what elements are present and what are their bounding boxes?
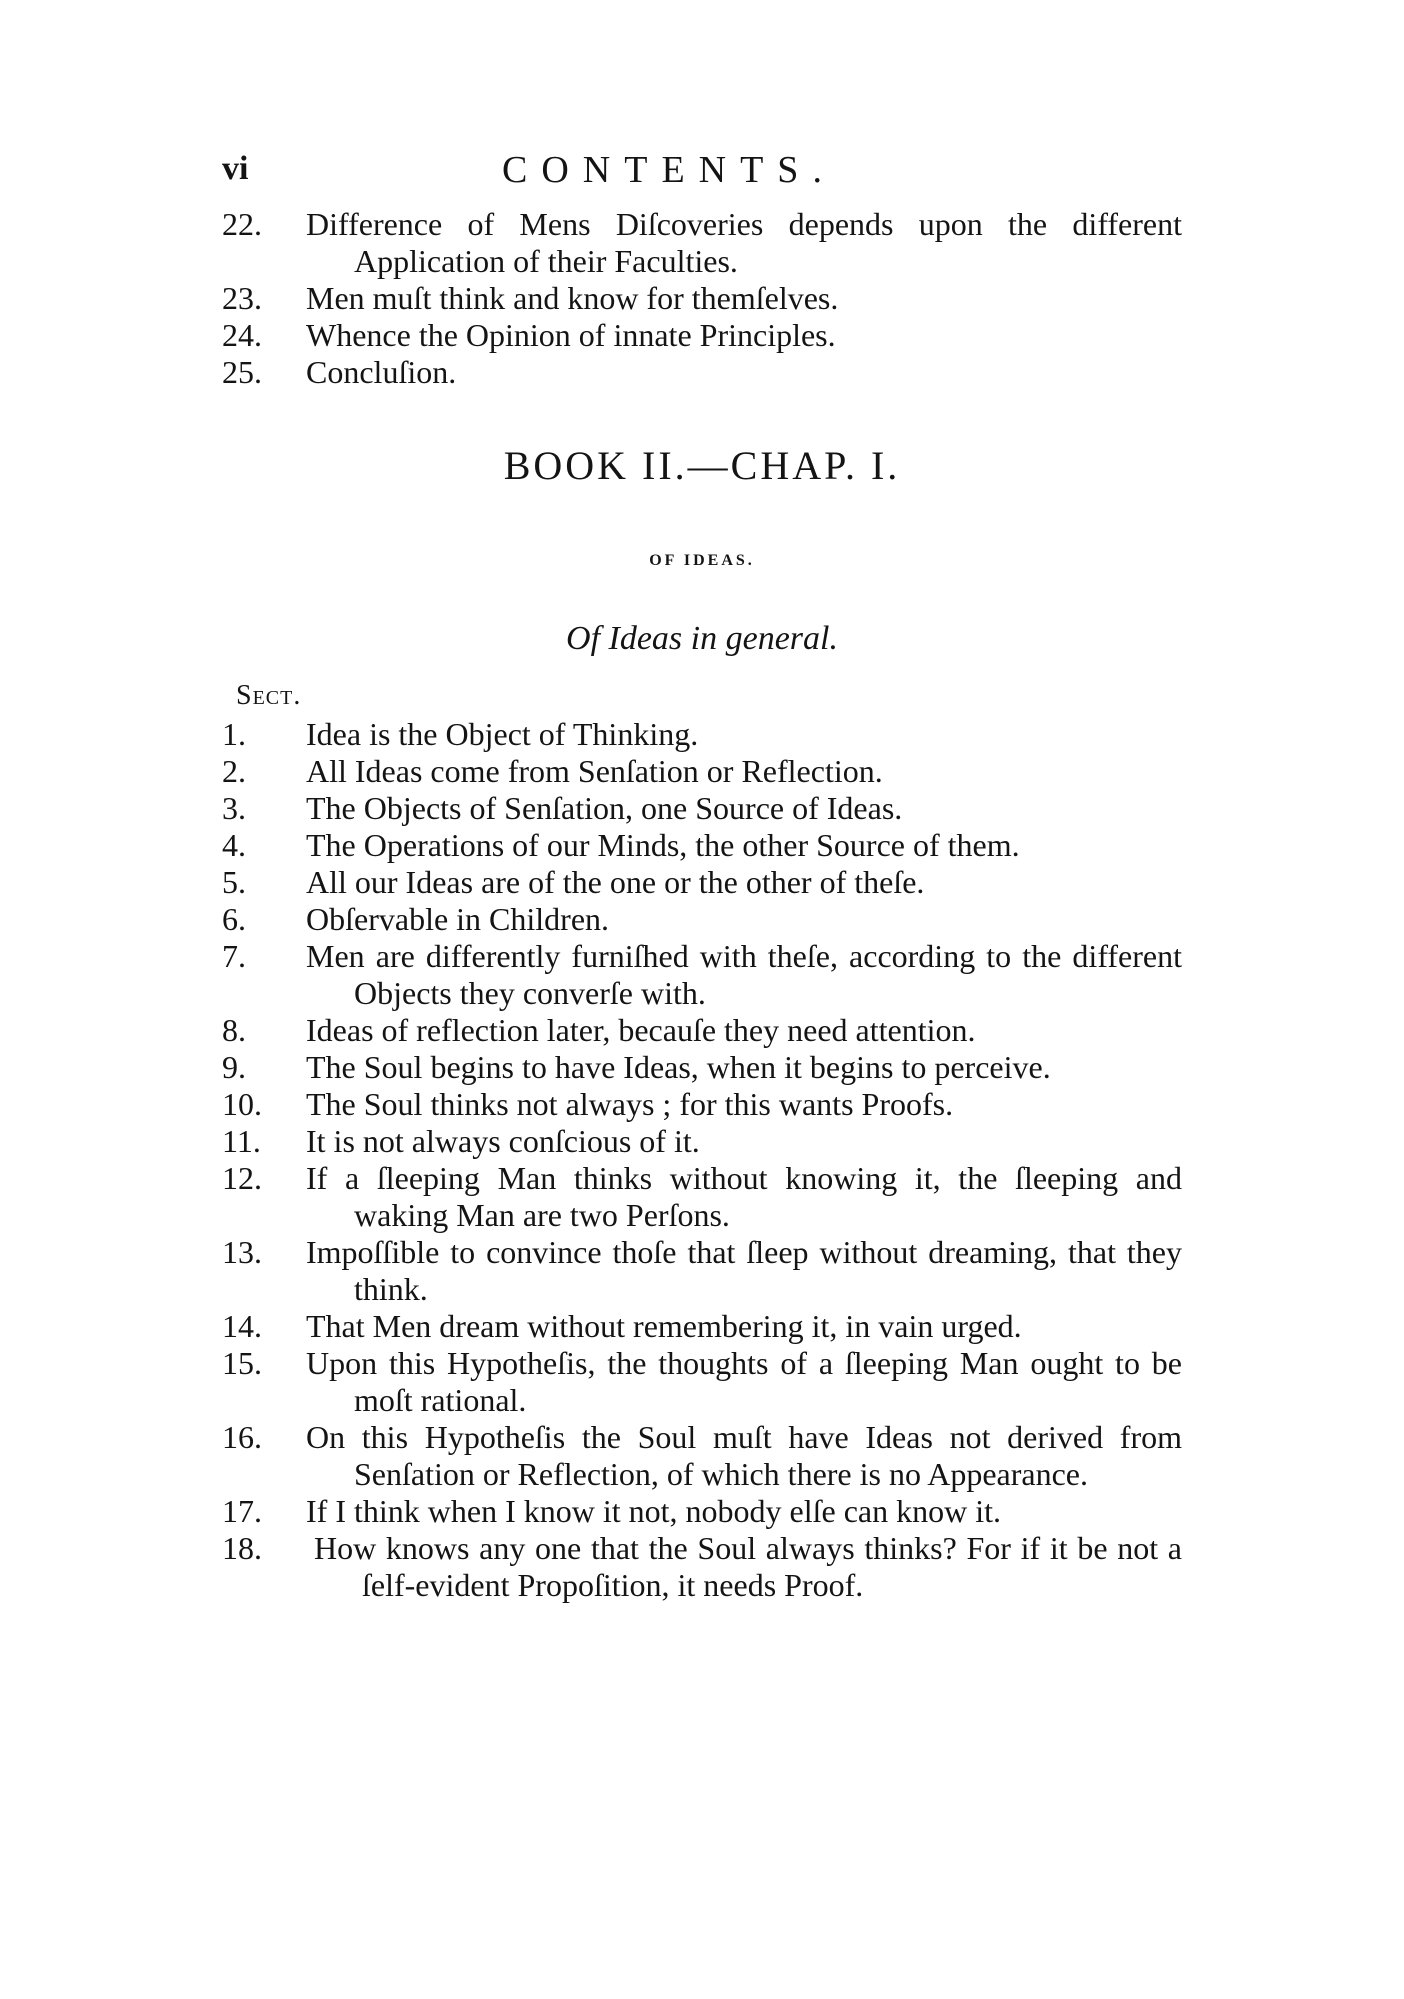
entry-number: 3. bbox=[222, 790, 246, 826]
entry-number: 7. bbox=[222, 938, 246, 974]
contents-entry bbox=[222, 1049, 1182, 1086]
entry-number: 8. bbox=[222, 1012, 246, 1048]
contents-entry bbox=[222, 280, 1182, 317]
contents-entry bbox=[222, 354, 1182, 391]
entry-text: How knows any one that the Soul always thinks? For if it be not a ſelf-evident Propoſition, it needs Proof. bbox=[314, 1530, 1182, 1603]
entry-text: The Soul thinks not always ; for this wants Proofs. bbox=[306, 1086, 954, 1122]
entry-number: 5. bbox=[222, 864, 246, 900]
contents-entry bbox=[222, 317, 1182, 354]
contents-list-book-2 bbox=[222, 716, 1182, 1604]
entry-number: 18. bbox=[222, 1530, 262, 1566]
entry-text: That Men dream without remembering it, in vain urged. bbox=[306, 1308, 1022, 1344]
running-title: CONTENTS. bbox=[502, 149, 836, 191]
entry-text: It is not always conſcious of it. bbox=[306, 1123, 700, 1159]
entry-number: 25. bbox=[222, 354, 262, 390]
contents-entry bbox=[222, 1234, 1182, 1308]
entry-text: Idea is the Object of Thinking. bbox=[306, 716, 699, 752]
contents-entry bbox=[222, 1493, 1182, 1530]
entry-text: Difference of Mens Diſcoveries depends upon the different Application of their Faculties. bbox=[306, 206, 1182, 279]
entry-number: 6. bbox=[222, 901, 246, 937]
contents-entry bbox=[222, 753, 1182, 790]
contents-entry bbox=[222, 1530, 1182, 1604]
contents-entry bbox=[222, 716, 1182, 753]
page-number: vi bbox=[222, 150, 249, 187]
entry-text: Whence the Opinion of innate Principles. bbox=[306, 317, 836, 353]
entry-text: Men muſt think and know for themſelves. bbox=[306, 280, 839, 316]
entry-text: Men are differently furniſhed with theſe, according to the different Objects they converſe with. bbox=[306, 938, 1182, 1011]
contents-entry bbox=[222, 1308, 1182, 1345]
book-heading: BOOK II.—CHAP. I. bbox=[503, 443, 901, 488]
contents-entry bbox=[222, 1160, 1182, 1234]
contents-entry bbox=[222, 1086, 1182, 1123]
chapter-heading: OF IDEAS. bbox=[649, 552, 755, 569]
chapter-subtitle: Of Ideas in general. bbox=[566, 620, 838, 657]
entry-number: 22. bbox=[222, 206, 262, 242]
entry-text: On this Hypotheſis the Soul muſt have Ideas not derived from Senſation or Reflection, of which there is no Appearance. bbox=[306, 1419, 1182, 1492]
contents-entry bbox=[222, 938, 1182, 1012]
contents-entry bbox=[222, 1123, 1182, 1160]
contents-entry bbox=[222, 1345, 1182, 1419]
entry-number: 15. bbox=[222, 1345, 262, 1381]
contents-entry bbox=[222, 1419, 1182, 1493]
entry-number: 23. bbox=[222, 280, 262, 316]
contents-entry bbox=[222, 901, 1182, 938]
page-header bbox=[222, 148, 882, 198]
contents-entry bbox=[222, 827, 1182, 864]
contents-entry bbox=[222, 206, 1182, 280]
entry-text: Upon this Hypotheſis, the thoughts of a ſleeping Man ought to be moſt rational. bbox=[306, 1345, 1182, 1418]
contents-entry bbox=[222, 1012, 1182, 1049]
entry-number: 16. bbox=[222, 1419, 262, 1455]
entry-number: 1. bbox=[222, 716, 246, 752]
entry-number: 11. bbox=[222, 1123, 261, 1159]
entry-text: The Operations of our Minds, the other Source of them. bbox=[306, 827, 1020, 863]
entry-text: Impoſſible to convince thoſe that ſleep without dreaming, that they think. bbox=[306, 1234, 1182, 1307]
entry-text: The Soul begins to have Ideas, when it begins to perceive. bbox=[306, 1049, 1051, 1085]
entry-number: 2. bbox=[222, 753, 246, 789]
entry-text: All our Ideas are of the one or the other of theſe. bbox=[306, 864, 925, 900]
entry-text: Concluſion. bbox=[306, 354, 457, 390]
entry-number: 13. bbox=[222, 1234, 262, 1270]
entry-number: 9. bbox=[222, 1049, 246, 1085]
section-label: Sect. bbox=[236, 680, 302, 711]
entry-text: If a ſleeping Man thinks without knowing it, the ſleeping and waking Man are two Perſons. bbox=[306, 1160, 1182, 1233]
entry-text: Obſervable in Children. bbox=[306, 901, 610, 937]
contents-list-book-1-end bbox=[222, 206, 1182, 391]
entry-number: 17. bbox=[222, 1493, 262, 1529]
entry-text: Ideas of reflection later, becauſe they need attention. bbox=[306, 1012, 976, 1048]
entry-number: 24. bbox=[222, 317, 262, 353]
entry-text: All Ideas come from Senſation or Reflection. bbox=[306, 753, 883, 789]
entry-text: The Objects of Senſation, one Source of Ideas. bbox=[306, 790, 903, 826]
entry-number: 10. bbox=[222, 1086, 262, 1122]
entry-text: If I think when I know it not, nobody elſe can know it. bbox=[306, 1493, 1001, 1529]
entry-number: 12. bbox=[222, 1160, 262, 1196]
entry-number: 14. bbox=[222, 1308, 262, 1344]
contents-entry bbox=[222, 864, 1182, 901]
entry-number: 4. bbox=[222, 827, 246, 863]
contents-entry bbox=[222, 790, 1182, 827]
